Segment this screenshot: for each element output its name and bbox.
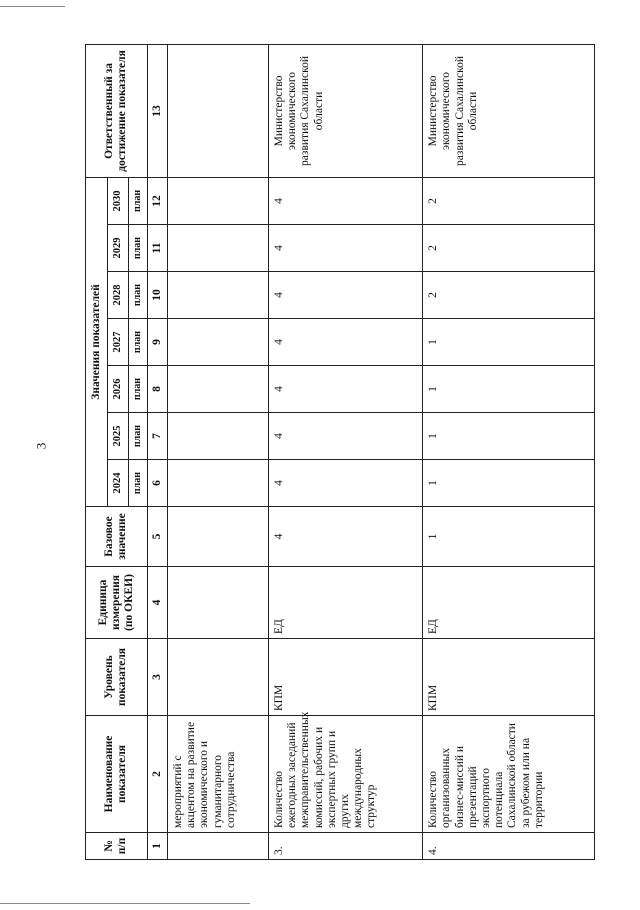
row-value: 4	[268, 225, 422, 272]
row-name: Количество ежегодных заседаний межправительственных комиссий, рабочих и экспертных групп и других международных структур	[268, 716, 422, 833]
page-number: 3	[33, 442, 49, 450]
column-number: 3	[147, 639, 167, 716]
table-row	[168, 44, 269, 859]
header-level: Уровень показателя	[86, 639, 148, 716]
column-number: 7	[147, 413, 167, 460]
column-number: 10	[147, 272, 167, 319]
header-year: 2025	[108, 413, 129, 460]
row-responsible: Министерство экономического развития Сахалинской области	[268, 44, 422, 177]
row-value: 4	[268, 413, 422, 460]
row-responsible	[168, 44, 269, 177]
row-unit: ЕД	[268, 567, 422, 639]
header-year: 2028	[108, 272, 129, 319]
header-num: № п/п	[86, 833, 148, 860]
column-number: 6	[147, 460, 167, 507]
header-values: Значения показателей	[86, 177, 108, 506]
row-unit: ЕД	[423, 567, 595, 639]
row-base: 1	[423, 507, 595, 567]
header-unit: Единица измерения (по ОКЕИ)	[86, 567, 148, 639]
header-plan: план	[129, 460, 148, 507]
column-number: 12	[147, 177, 167, 224]
column-number: 11	[147, 225, 167, 272]
row-value: 2	[423, 272, 595, 319]
column-number: 1	[147, 833, 167, 860]
row-value: 1	[423, 460, 595, 507]
header-year: 2030	[108, 177, 129, 224]
row-base	[168, 507, 269, 567]
row-value: 4	[268, 319, 422, 366]
column-number: 2	[147, 716, 167, 833]
scan-edge-bottom	[0, 903, 250, 904]
row-name: мероприятий с акцентом на развитие экономического и гуманитарного сотрудничества	[168, 716, 269, 833]
header-year: 2029	[108, 225, 129, 272]
header-name: Наименование показателя	[86, 716, 148, 833]
column-number: 4	[147, 567, 167, 639]
row-responsible: Министерство экономического развития Сахалинской области	[423, 44, 595, 177]
row-value: 4	[268, 366, 422, 413]
column-number: 9	[147, 319, 167, 366]
column-number: 5	[147, 507, 167, 567]
row-value	[168, 413, 269, 460]
row-value: 4	[268, 460, 422, 507]
row-value: 4	[268, 177, 422, 224]
column-number: 13	[147, 44, 167, 177]
header-year: 2027	[108, 319, 129, 366]
row-name: Количество организованных бизнес-миссий и презентаций экспортного потенциала Сахалинской области за рубежом или на территории	[423, 716, 595, 833]
header-year: 2024	[108, 460, 129, 507]
row-value	[168, 319, 269, 366]
row-value: 1	[423, 366, 595, 413]
header-plan: план	[129, 319, 148, 366]
table-row	[423, 44, 595, 859]
row-value: 1	[423, 413, 595, 460]
row-level	[168, 639, 269, 716]
header-plan: план	[129, 225, 148, 272]
header-plan: план	[129, 177, 148, 224]
row-value: 2	[423, 225, 595, 272]
row-value	[168, 460, 269, 507]
row-value	[168, 177, 269, 224]
header-plan: план	[129, 366, 148, 413]
scan-edge-top	[0, 6, 65, 7]
header-plan: план	[129, 413, 148, 460]
row-value	[168, 225, 269, 272]
header-responsible: Ответственный за достижение показателя	[86, 44, 148, 177]
row-base: 4	[268, 507, 422, 567]
row-num: 4.	[423, 833, 595, 860]
row-num	[168, 833, 269, 860]
row-value: 4	[268, 272, 422, 319]
table-row	[268, 44, 422, 859]
row-value: 2	[423, 177, 595, 224]
row-num: 3.	[268, 833, 422, 860]
header-base: Базовое значение	[86, 507, 148, 567]
header-plan: план	[129, 272, 148, 319]
row-value	[168, 272, 269, 319]
indicators-table	[85, 44, 595, 860]
row-unit	[168, 567, 269, 639]
row-level: КПМ	[268, 639, 422, 716]
header-year: 2026	[108, 366, 129, 413]
row-level: КПМ	[423, 639, 595, 716]
row-value: 1	[423, 319, 595, 366]
rotated-table-wrapper	[85, 45, 595, 860]
row-value	[168, 366, 269, 413]
column-number: 8	[147, 366, 167, 413]
